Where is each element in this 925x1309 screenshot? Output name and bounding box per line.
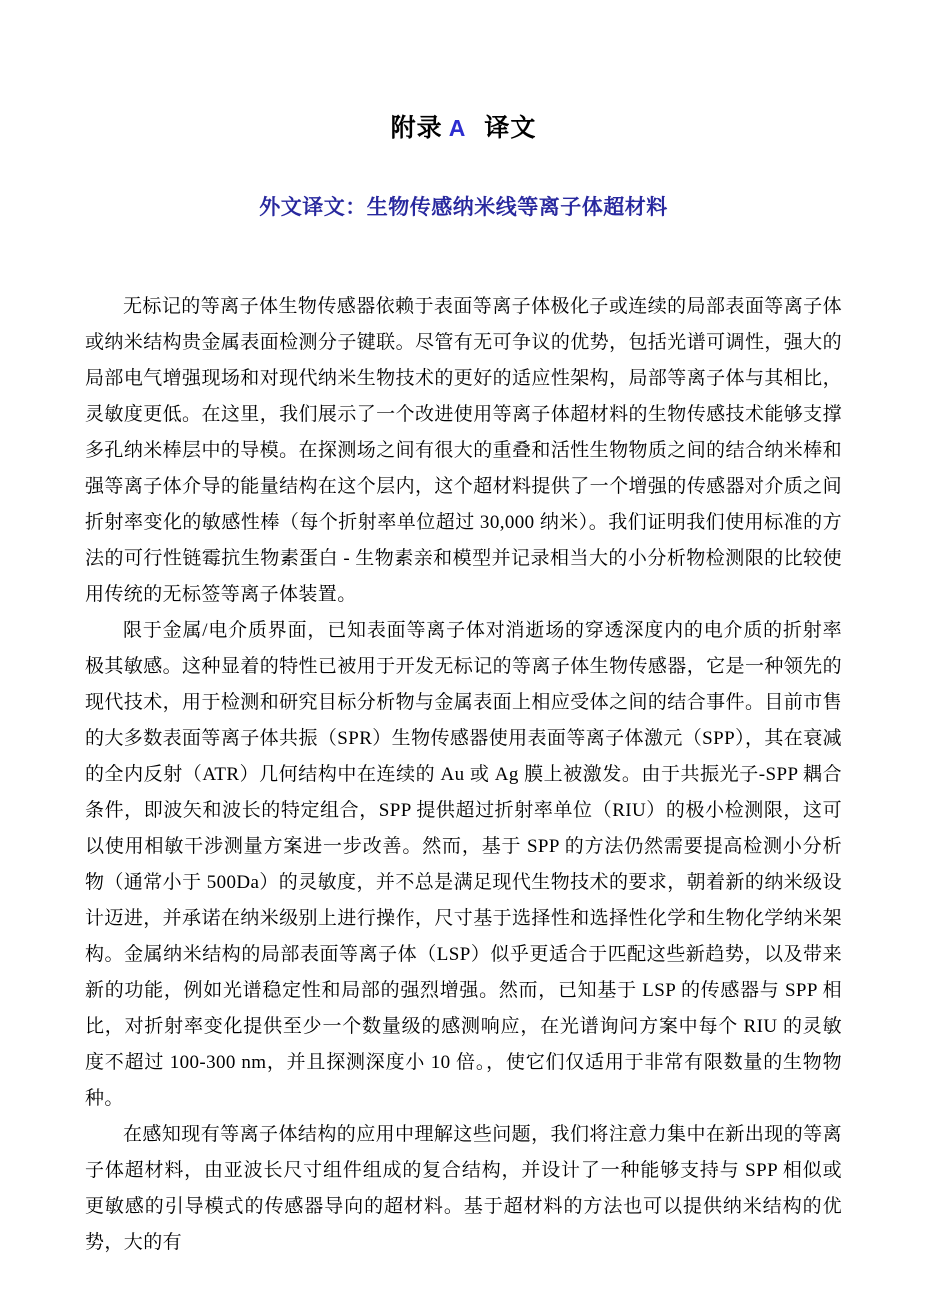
translation-title: 外文译文：生物传感纳米线等离子体超材料 [259,196,668,219]
appendix-title-prefix: 附录 [390,114,443,142]
appendix-title-suffix: 译文 [484,114,537,142]
body-paragraph-2: 限于金属/电介质界面，已知表面等离子体对消逝场的穿透深度内的电介质的折射率极其敏感。这种显着的特性已被用于开发无标记的等离子体生物传感器，它是一种领先的现代技术，用于检测和研究目标分析物与金属表面上相应受体之间的结合事件。目前市售的大多数表面等离子体共振（SPR）生物传感器使用表面等离子体激元（SPP），其在衰减的全内反射（ATR）几何结构中在连续的 Au 或 Ag 膜上被激发。由于共振光子-SPP 耦合条件，即波矢和波长的特定组合，SPP 提供超过折射率单位（RIU）的极小检测限，这可以使用相敏干涉测量方案进一步改善。然而，基于 SPP 的方法仍然需要提高检测小分析物（通常小于 500Da）的灵敏度，并不总是满足现代生物技术的要求，朝着新的纳米级设计迈进，并承诺在纳米级别上进行操作，尺寸基于选择性和选择性化学和生物化学纳米架构。金属纳米结构的局部表面等离子体（LSP）似乎更适合于匹配这些新趋势，以及带来新的功能，例如光谱稳定性和局部的强烈增强。然而，已知基于 LSP 的传感器与 SPP 相比，对折射率变化提供至少一个数量级的感测响应，在光谱询问方案中每个 RIU 的灵敏度不超过 100-300 nm，并且探测深度小 10 倍。，使它们仅适用于非常有限数量的生物物种。 [85,620,842,1109]
body-paragraph-3: 在感知现有等离子体结构的应用中理解这些问题，我们将注意力集中在新出现的等离子体超材料，由亚波长尺寸组件组成的复合结构，并设计了一种能够支持与 SPP 相似或更敏感的引导模式的传感器导向的超材料。基于超材料的方法也可以提供纳米结构的优势，大的有 [85,1124,842,1253]
appendix-title-letter: A [448,115,467,141]
document-body [85,289,842,1261]
appendix-title [85,112,842,144]
body-paragraph-1: 无标记的等离子体生物传感器依赖于表面等离子体极化子或连续的局部表面等离子体或纳米结构贵金属表面检测分子键联。尽管有无可争议的优势，包括光谱可调性，强大的局部电气增强现场和对现代纳米生物技术的更好的适应性架构，局部等离子体与其相比，灵敏度更低。在这里，我们展示了一个改进使用等离子体超材料的生物传感技术能够支撑多孔纳米棒层中的导模。在探测场之间有很大的重叠和活性生物物质之间的结合纳米棒和强等离子体介导的能量结构在这个层内，这个超材料提供了一个增强的传感器对介质之间折射率变化的敏感性棒（每个折射率单位超过 30,000 纳米）。我们证明我们使用标准的方法的可行性链霉抗生物素蛋白 - 生物素亲和模型并记录相当大的小分析物检测限的比较使用传统的无标签等离子体装置。 [85,296,842,605]
